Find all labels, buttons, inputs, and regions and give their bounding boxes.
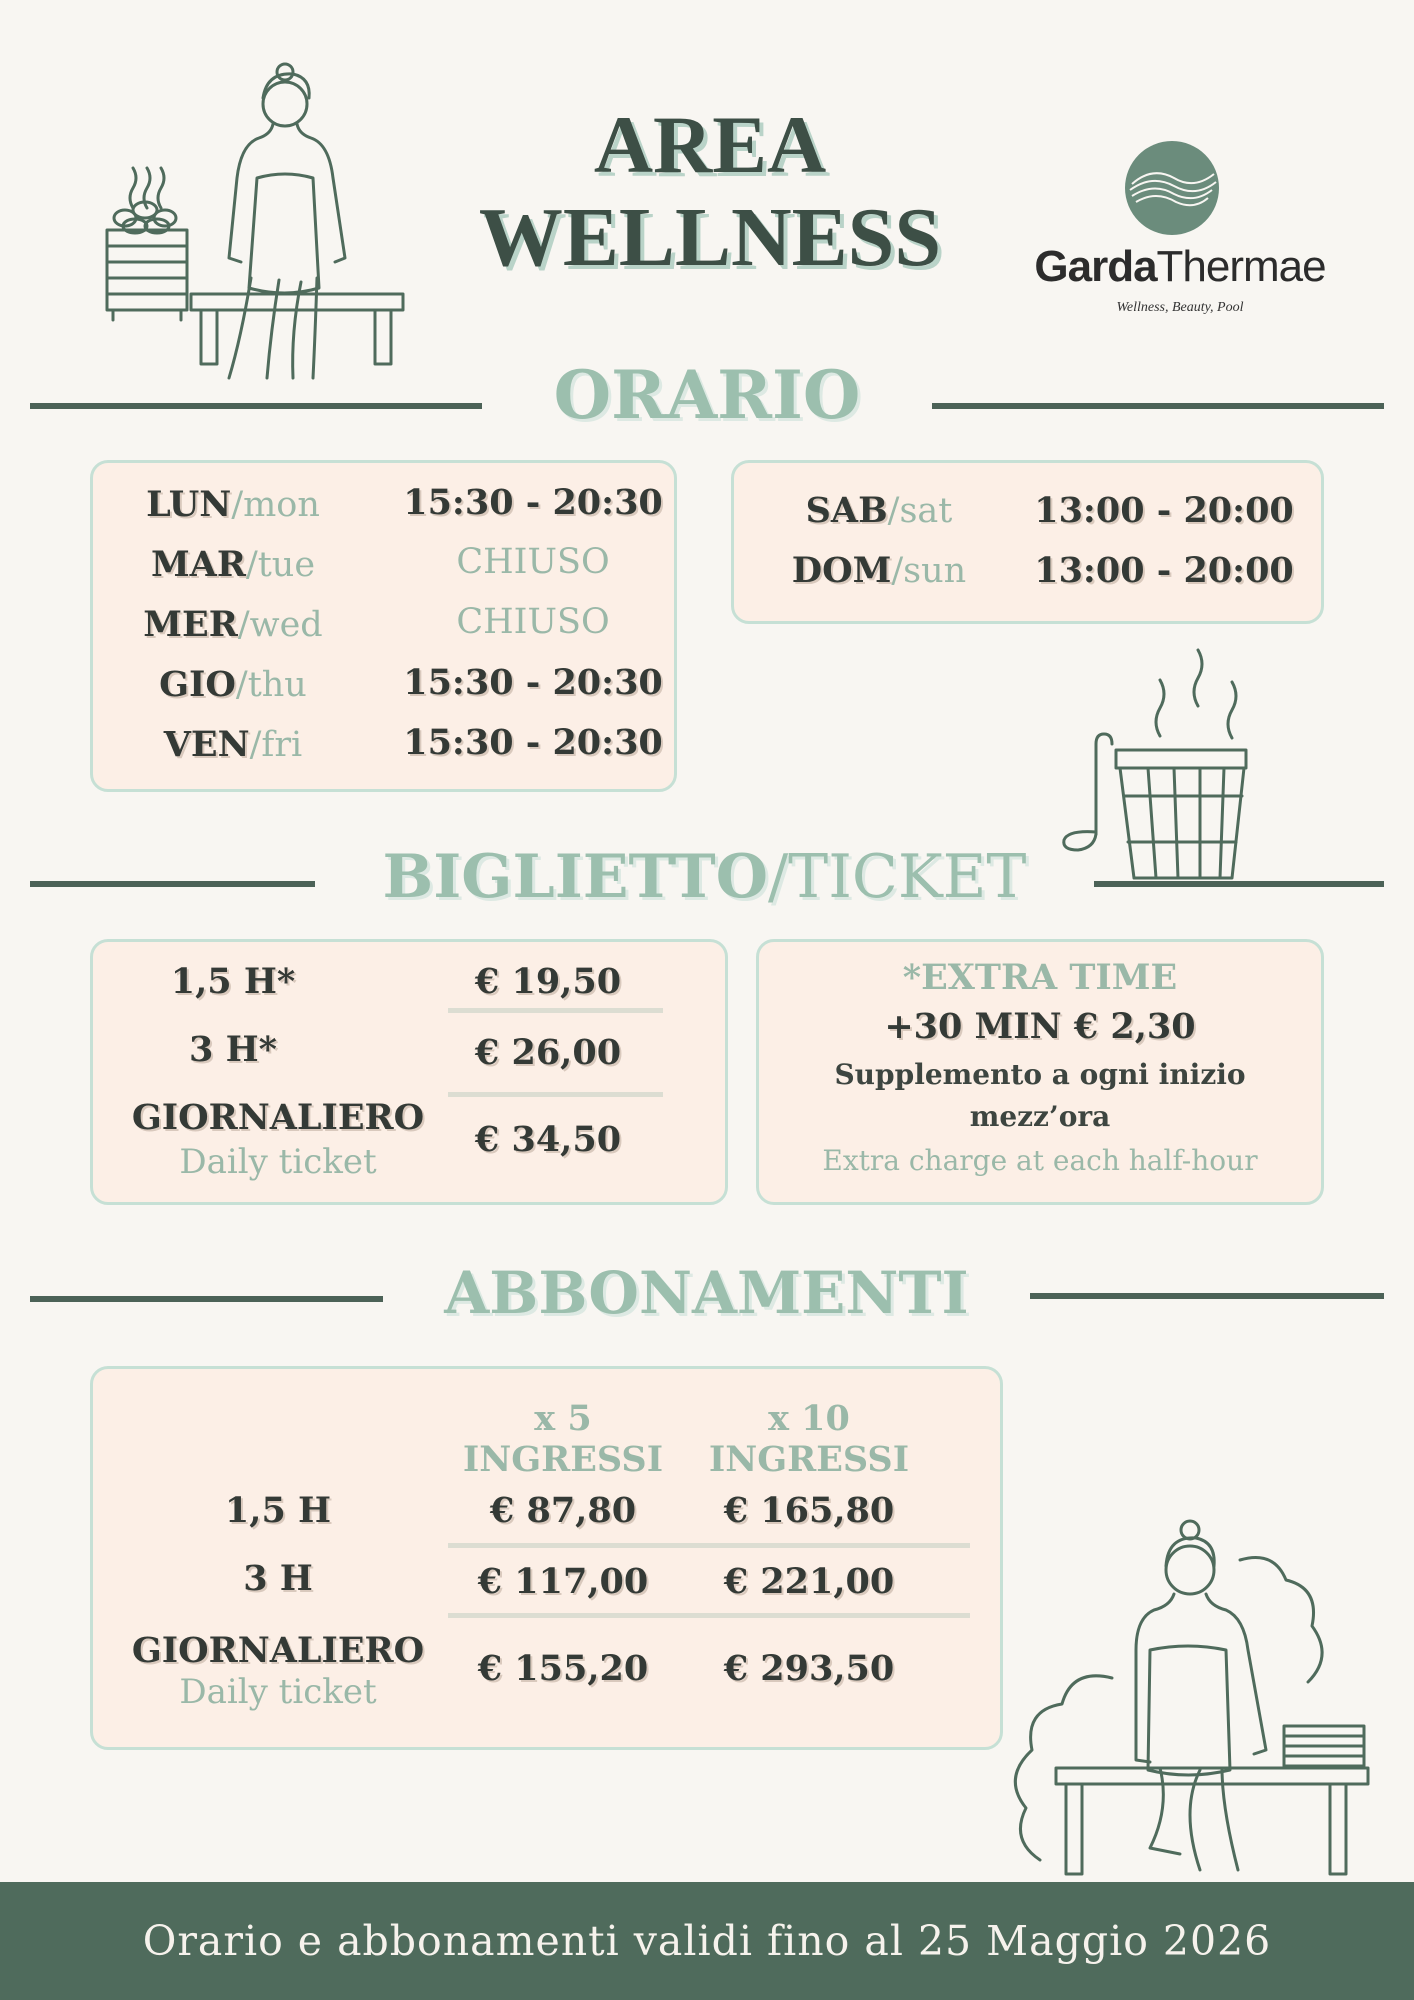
weekday-row-day-it: VEN	[163, 724, 250, 765]
column-header-x5	[453, 1398, 673, 1480]
abbonamenti-rule-left	[30, 1296, 383, 1302]
orario-heading: ORARIO	[553, 356, 861, 434]
column-header-x10	[699, 1398, 919, 1480]
weekday-row-day-en: /mon	[231, 485, 320, 525]
weekend-row-day-en: /sat	[887, 491, 953, 531]
abbonamenti-heading: ABBONAMENTI	[444, 1259, 969, 1327]
weekday-row-hours: 15:30 - 20:30	[403, 722, 663, 763]
orario-rule-left	[30, 403, 482, 409]
sauna-bucket-illustration	[1064, 646, 1274, 886]
abbonamento-price-x10: € 221,00	[723, 1561, 895, 1602]
sauna-woman-illustration	[95, 58, 415, 348]
abbonamento-row-divider	[448, 1543, 970, 1548]
weekday-row-day-en: /fri	[249, 725, 303, 765]
weekday-row-day	[93, 724, 373, 765]
logo-brand-bold: Garda	[1034, 242, 1157, 291]
weekday-list	[93, 463, 674, 789]
ticket-row-price: € 19,50	[474, 961, 622, 1002]
weekday-row-day	[93, 544, 373, 585]
column-header-x5-line2: INGRESSI	[462, 1439, 664, 1480]
abbonamento-row-sublabel: Daily ticket	[179, 1672, 377, 1712]
abbonamento-price-x5: € 155,20	[477, 1648, 649, 1689]
ticket-rule-right	[1094, 881, 1384, 887]
weekend-row-day-it: SAB	[805, 490, 888, 531]
weekday-row-day-en: /wed	[237, 605, 323, 645]
orario-rule-right	[932, 403, 1384, 409]
page-title	[470, 99, 950, 284]
ticket-heading-light: /TICKET	[767, 842, 1027, 912]
ticket-row-divider	[448, 1092, 663, 1097]
weekday-row-hours: CHIUSO	[456, 602, 610, 642]
extra-time-panel	[756, 939, 1324, 1205]
ticket-row-price: € 26,00	[474, 1032, 622, 1073]
weekend-row-hours: 13:00 - 20:00	[1034, 550, 1294, 591]
column-header-x10-line1: x 10	[768, 1398, 850, 1439]
garda-thermae-logo	[1020, 140, 1340, 330]
logo-tagline: Wellness, Beauty, Pool	[1116, 300, 1244, 315]
weekend-hours-panel	[731, 460, 1324, 624]
weekday-row-day-it: MER	[143, 604, 238, 645]
ticket-row-sublabel: Daily ticket	[179, 1142, 377, 1182]
ticket-heading-bold: BIGLIETTO	[382, 842, 768, 912]
abbonamento-row-label: 3 H	[243, 1558, 313, 1599]
weekend-row-day	[744, 490, 1014, 531]
column-header-x5-line1: x 5	[534, 1398, 592, 1439]
weekday-row-hours: CHIUSO	[456, 542, 610, 582]
abbonamenti-panel	[90, 1366, 1003, 1750]
weekday-row-hours: 15:30 - 20:30	[403, 482, 663, 523]
weekday-row-day	[93, 484, 373, 525]
ticket-row-price: € 34,50	[474, 1119, 622, 1160]
title-line-wellness: WELLNESS	[478, 191, 942, 284]
weekend-row-day	[744, 550, 1014, 591]
weekday-hours-panel	[90, 460, 677, 792]
weekday-row-hours: 15:30 - 20:30	[403, 662, 663, 703]
logo-wordmark	[1030, 242, 1330, 292]
weekday-row-day-it: MAR	[150, 544, 246, 585]
wave-logo-icon	[1124, 140, 1220, 236]
abbonamento-price-x5: € 117,00	[477, 1561, 649, 1602]
weekend-row-hours: 13:00 - 20:00	[1034, 490, 1294, 531]
ticket-row-label: 1,5 H*	[170, 961, 296, 1002]
extra-time-note-en: Extra charge at each half-hour	[822, 1144, 1258, 1177]
extra-time-note-it: Supplemento a ogni inizio	[834, 1058, 1246, 1091]
logo-brand-light: Thermae	[1156, 242, 1326, 291]
ticket-heading	[315, 842, 1094, 912]
ticket-prices-panel	[90, 939, 728, 1205]
abbonamento-price-x5: € 87,80	[489, 1490, 637, 1531]
extra-time-title: *EXTRA TIME	[902, 957, 1178, 998]
weekday-row-day-en: /tue	[245, 545, 316, 585]
weekend-row-day-en: /sun	[891, 551, 967, 591]
abbonamento-price-x10: € 165,80	[723, 1490, 895, 1531]
weekday-row-day-en: /thu	[235, 665, 307, 705]
extra-time-note-it-2: mezz’ora	[969, 1100, 1111, 1133]
abbonamento-row-label: 1,5 H	[224, 1490, 332, 1531]
extra-time-price: +30 MIN € 2,30	[884, 1006, 1196, 1047]
title-line-area: AREA	[593, 99, 827, 190]
weekday-row-day	[93, 664, 373, 705]
ticket-row-divider	[448, 1008, 663, 1013]
abbonamento-row-label: GIORNALIERO	[131, 1630, 425, 1671]
ticket-rule-left	[30, 881, 315, 887]
validity-footer: Orario e abbonamenti validi fino al 25 Maggio 2026	[0, 1882, 1414, 2000]
weekday-row-day-it: GIO	[159, 664, 236, 705]
ticket-row-label: 3 H*	[189, 1029, 277, 1070]
weekend-row-day-it: DOM	[791, 550, 892, 591]
weekday-row-day	[93, 604, 373, 645]
ticket-row-label: GIORNALIERO	[131, 1097, 425, 1138]
column-header-x10-line2: INGRESSI	[708, 1439, 910, 1480]
abbonamento-row-divider	[448, 1613, 970, 1618]
weekday-row-day-it: LUN	[146, 484, 232, 525]
relaxing-woman-illustration	[1000, 1500, 1380, 1880]
abbonamento-price-x10: € 293,50	[723, 1648, 895, 1689]
abbonamenti-rule-right	[1030, 1293, 1384, 1299]
